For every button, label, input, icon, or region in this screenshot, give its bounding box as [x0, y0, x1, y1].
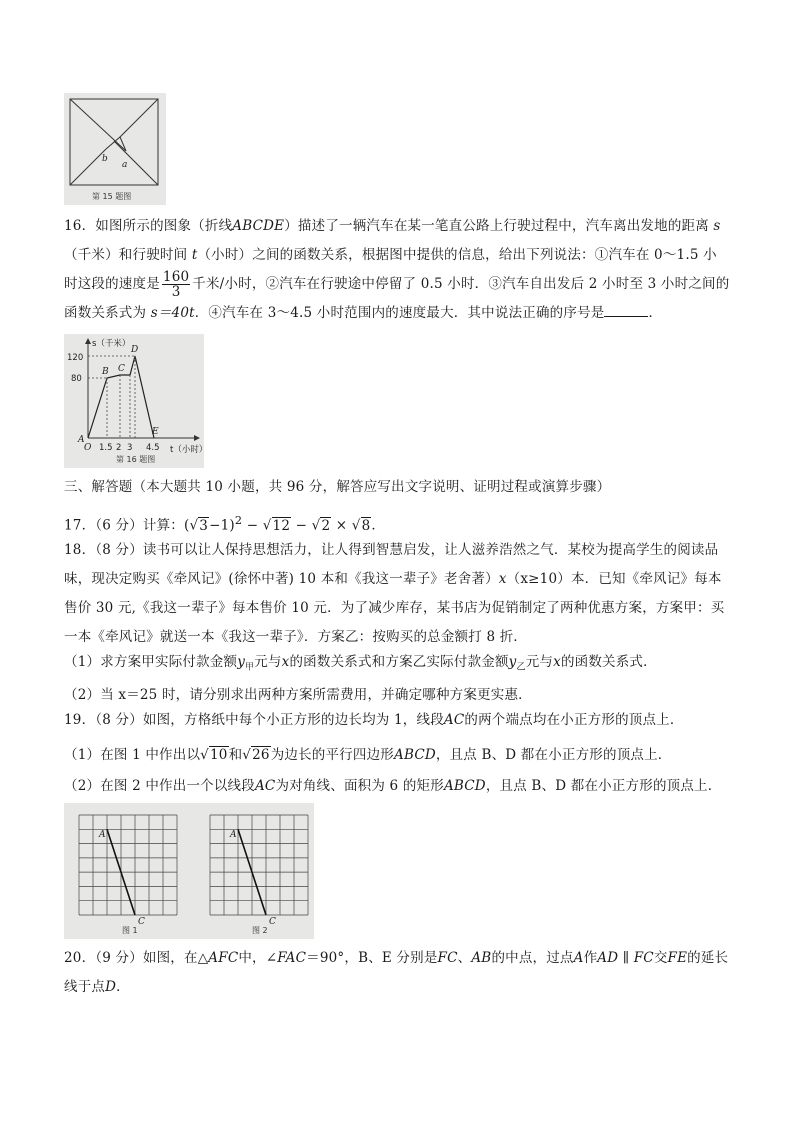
figure-15: [64, 93, 166, 205]
q18-sub-yi: 乙: [516, 662, 526, 673]
q18-text-1: 18．（8 分）读书可以让人保持思想活力，让人得到智慧启发，让人滋养浩然之气．某校为提高学生的阅读品味，现决定购买《牵风记》(徐怀中著) 10 本和《我这一辈子》老舍著）: [64, 542, 719, 587]
fig19-caption-2: 图 2: [252, 926, 268, 935]
q19-text: 19．（8 分）如图，方格纸中每个小正方形的边长均为 1，线段: [64, 712, 444, 728]
question-19-part-2: [64, 772, 730, 801]
q20-fc: FC: [437, 950, 458, 966]
q18-y-jia: y: [237, 654, 246, 670]
q20-text-6: 作: [583, 950, 598, 966]
q19-root-26: 26: [252, 747, 270, 763]
q16-frac-den: 3: [171, 284, 181, 300]
grid2-label-A: A: [230, 830, 237, 840]
fig16-point-C: C: [118, 364, 125, 374]
q16-var-t: t: [191, 247, 198, 263]
fig16-xtick-3: 3: [127, 443, 133, 453]
q17-root-12: 12: [272, 517, 291, 534]
question-20: [64, 944, 730, 1002]
question-19: [64, 706, 730, 735]
q20-text-3: ＝90°，B、E 分别是: [306, 950, 438, 966]
q16-answer-blank[interactable]: [604, 302, 648, 317]
fig16-xtick-4-5: 4.5: [146, 443, 160, 453]
q18-sub-jia: 甲: [245, 662, 255, 673]
q20-fe: FE: [667, 950, 688, 966]
q16-frac-num: 160: [162, 269, 190, 285]
q16-text-2: ）描述了一辆汽车在某一笔直公路上行驶过程中，汽车离出发地的距离: [284, 218, 709, 234]
fig16-point-D: D: [131, 345, 139, 355]
q20-ab: AB: [471, 950, 492, 966]
q19-ac: AC: [443, 712, 465, 728]
fig15-caption: 第 15 题图: [92, 192, 132, 201]
q18-p1-var-x: x: [281, 654, 290, 670]
q17-mid-1: −1): [209, 517, 235, 534]
fig19-caption-1: 图 1: [122, 926, 138, 935]
q19-p1-text-d: ，且点 B、D 都在小正方形的顶点上．: [435, 747, 672, 763]
fig16-xtick-2: 2: [116, 443, 122, 453]
q18-y-yi: y: [508, 654, 517, 670]
q20-text-2: 中，∠: [238, 950, 278, 966]
fig15-label-a: a: [122, 160, 128, 170]
q17-minus-2: −: [291, 517, 312, 534]
fig16-xtick-1-5: 1.5: [99, 443, 113, 453]
fig16-ytick-80: 80: [71, 374, 82, 384]
grid-1: [79, 815, 177, 915]
q16-fraction: [162, 270, 190, 299]
q17-square: 2: [234, 514, 243, 527]
q19-p2-text-b: 为对角线、面积为 6 的矩形: [275, 778, 444, 794]
q17-root-8: 8: [361, 517, 371, 534]
figure-15-drawing: [64, 93, 166, 205]
q20-text-5: 的中点，过点: [491, 950, 574, 966]
grid1-label-C: C: [138, 917, 145, 927]
q20-end: ．: [116, 979, 130, 995]
q18-p1-var-x2: x: [553, 654, 561, 670]
q18-var-x: x: [498, 571, 507, 587]
q17-minus-1: −: [242, 517, 263, 534]
q17-prefix: 17．（6 分）计算：(: [64, 517, 190, 534]
fig16-caption: 第 16 题图: [116, 455, 156, 464]
q20-text-4: 、: [457, 950, 472, 966]
q16-end: ．: [648, 305, 663, 321]
section-3-heading: 三、解答题（本大题共 10 小题，共 96 分，解答应写出文字说明、证明过程或演算步骤）: [64, 479, 611, 495]
q16-text-5: 千米/小时，②汽车在行驶途中停留了 0.5 小时．③汽车自出发后 2 小时至 3 小时之间的函数关系式为: [64, 276, 730, 321]
q18-p1-text-a: （1）求方案甲实际付款金额: [64, 654, 238, 670]
q18-text-2: 本．已知《牵风记》每本售价 30 元,《我这一辈子》每本售价 10 元．为了减少库存，某书店为促销制定了两种优惠方案，方案甲：买一本《牵风记》就送一本《我这一辈子》．方案乙：按购买的总金额打 8 折．: [64, 571, 725, 645]
q20-text-9: 的延长线于点: [64, 950, 729, 995]
figure-19-grids: [64, 803, 314, 939]
q17-root-3: 3: [199, 517, 209, 534]
question-18: [64, 536, 730, 652]
q19-p2-ac: AC: [254, 778, 276, 794]
q18-condition: （x≥10）: [506, 571, 571, 587]
fig16-ytick-120: 120: [67, 353, 84, 363]
q18-p1-text-b: 元与: [254, 654, 282, 670]
q20-text-8: 交: [653, 950, 668, 966]
question-19-part-1: （1）在图 1 中作出以√10和√26为边长的平行四边形ABCD，且点 B、D 都在小正方形的顶点上．: [64, 747, 672, 763]
q16-text-4: （小时）之间的函数关系，根据图中提供的信息，给出下列说法：①汽车在 0～1.5 小时这段的速度是: [64, 247, 717, 292]
q18-p1-text-d: 元与: [525, 654, 554, 670]
q19-p1-text-c: 为边长的平行四边形: [270, 747, 394, 763]
fig16-point-E: E: [152, 427, 159, 437]
q18-p1-text-e: 的函数关系式．: [560, 654, 657, 670]
fig16-y-axis-label: s（千米）: [92, 339, 131, 349]
q19-p2-text-c: ，且点 B、D 都在小正方形的顶点上．: [485, 778, 722, 794]
q18-p1-text-c: 的函数关系式和方案乙实际付款金额: [289, 654, 509, 670]
q17-end: ．: [371, 517, 386, 534]
q20-parallel: ∥: [618, 950, 634, 966]
q16-text-6: ．④汽车在 3～4.5 小时范围内的速度最大．其中说法正确的序号是: [194, 305, 605, 321]
q19-p1-text-b: 和: [228, 747, 243, 763]
figure-16: [64, 334, 204, 468]
fig16-point-B: B: [102, 367, 109, 377]
q19-text-b: 的两个端点均在小正方形的顶点上．: [464, 712, 684, 728]
grid1-label-A: A: [99, 830, 106, 840]
grid-2: [210, 815, 308, 915]
question-17: 17．（6 分）计算：$(√3-1)^2 - √12 - √2 \times √8$．: [64, 514, 386, 534]
q17-times: ×: [331, 517, 352, 534]
q16-formula: s＝40t: [150, 305, 195, 321]
q19-abcd: ABCD: [394, 747, 436, 763]
q19-p1-text-a: （1）在图 1 中作出以: [64, 747, 201, 763]
question-18-part-2: （2）当 x＝25 时，请分别求出两种方案所需费用，并确定哪种方案更实惠．: [64, 687, 532, 703]
q16-text-1: 16．如图所示的图象（折线: [64, 218, 233, 234]
figure-19: [64, 803, 314, 939]
q20-ad: AD: [597, 950, 619, 966]
grid2-label-C: C: [269, 917, 276, 927]
fig15-label-b: b: [102, 154, 108, 164]
q16-text-3: （千米）和行驶时间: [64, 247, 188, 263]
q20-a: A: [573, 950, 584, 966]
q20-text-1: 20．（9 分）如图，在△: [64, 950, 209, 966]
q16-var-s: s: [713, 218, 721, 234]
q20-afc: AFC: [208, 950, 239, 966]
q20-fac: FAC: [277, 950, 307, 966]
q20-fc-2: FC: [633, 950, 654, 966]
q19-p2-text-a: （2）在图 2 中作出一个以线段: [64, 778, 255, 794]
q20-d: D: [105, 979, 117, 995]
q17-root-2: 2: [321, 517, 331, 534]
fig16-point-A: A: [78, 435, 85, 445]
fig16-x-axis-label: t（小时）: [170, 445, 204, 455]
q19-root-10: 10: [209, 747, 228, 763]
fig16-origin: O: [84, 443, 92, 453]
q16-polyline: ABCDE: [232, 218, 285, 234]
question-16: [64, 212, 730, 328]
q19-p2-abcd: ABCD: [443, 778, 486, 794]
question-18-part-1: [64, 648, 730, 683]
figure-16-graph: [64, 334, 204, 468]
